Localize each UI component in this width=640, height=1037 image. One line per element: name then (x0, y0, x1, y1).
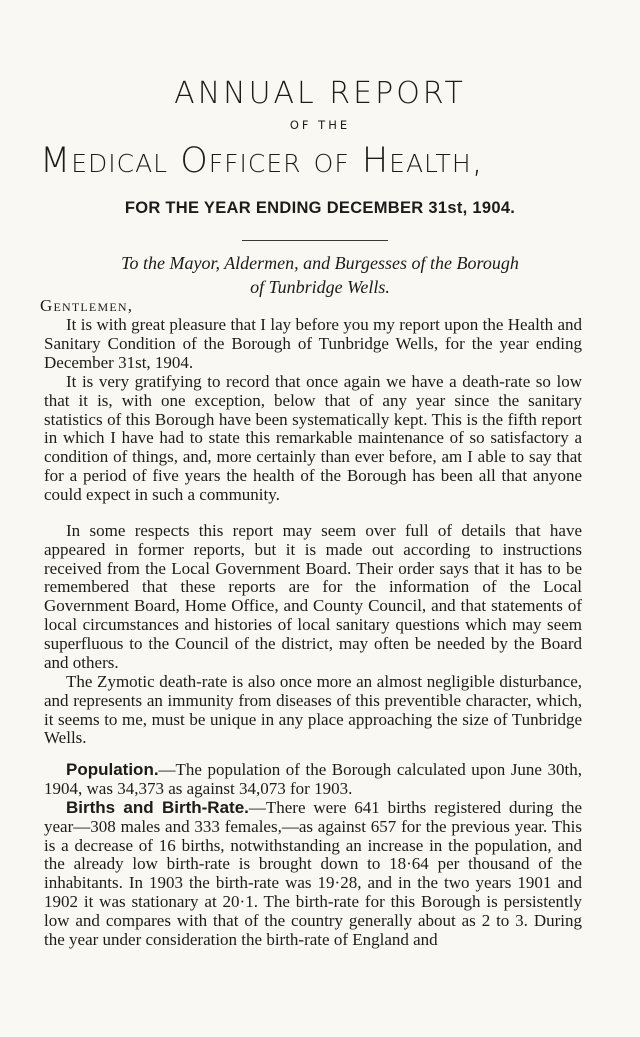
address-block (40, 251, 600, 299)
paragraph-zymotic: The Zymotic death-rate is also once more an almost negligible disturbance, and represents an immunity from diseases of this preventible character, which, it seems to me, must be unique in any place approaching the size of Tunbridge Wells. (44, 672, 582, 748)
salutation: Gentlemen, (40, 296, 134, 315)
births-body: —There were 641 births registered during the year—308 males and 333 females,—as against 657 for the previous year. This is a decrease of 16 births, notwithstanding an increase in the population, and the already low birth-rate is brought down to 18·64 per thousand of the inhabitants. In 1903 the birth-rate was 19·28, and in the two years 1901 and 1902 it was stationary at 20·1. The birth-rate for this Borough is persistently low and compares with that of the country generally about as 2 to 3. During the year under consideration the birth-rate of England and (44, 798, 582, 949)
population-body: —The population of the Borough calculated upon June 30th, 1904, was 34,373 as against 34,073 for 1903. (44, 760, 582, 798)
report-title-officer: Medical Officer of Health, (40, 141, 484, 181)
paragraph-death-rate: It is very gratifying to record that once again we have a death-rate so low that it is, with one exception, below that of any year since the sanitary statistics of this Borough have been systematically kept. This is the fifth report in which I have had to state this remarkable maintenance of so satisfactory a condition of things, and, more certainly than ever before, am I able to say that for a period of five years the health of the Borough has been all that anyone could expect in such a community. (44, 372, 582, 504)
population-heading: Population. (66, 760, 159, 779)
address-line-1: To the Mayor, Aldermen, and Burgesses of the Borough (121, 253, 519, 273)
report-subtitle-year: FOR THE YEAR ENDING DECEMBER 31st, 1904. (124, 199, 516, 217)
births-heading: Births and Birth-Rate. (66, 798, 249, 817)
paragraph-population (44, 761, 582, 799)
paragraph-births (44, 799, 582, 949)
address-line-2: of Tunbridge Wells. (250, 277, 390, 297)
report-title-of-the: OF THE (289, 118, 351, 132)
title-divider (242, 240, 388, 241)
paragraph-report-intro: It is with great pleasure that I lay before you my report upon the Health and Sanitary Condition of the Borough of Tunbridge Wells, for the year ending December 31st, 1904. (44, 315, 582, 372)
paragraph-report-details: In some respects this report may seem over full of details that have appeared in former reports, but it is made out according to instructions received from the Local Government Board. Their order says that it has to be remembered that these reports are for the information of the Local Government Board, Home Office, and County Council, and that statements of local circumstances and histories of local sanitary questions which may seem superfluous to the Council of the district, may often be needed by the Board and others. (44, 521, 582, 672)
report-title: ANNUAL REPORT (174, 76, 466, 111)
